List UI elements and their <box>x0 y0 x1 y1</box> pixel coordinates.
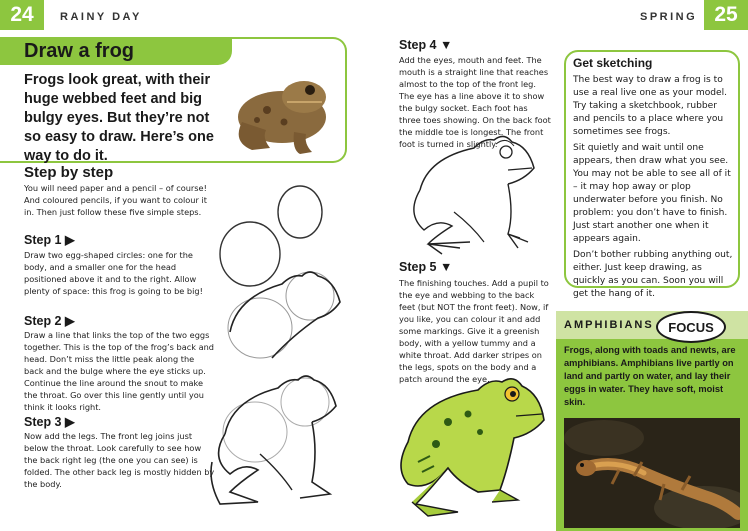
focus-title: AMPHIBIANS <box>564 319 654 331</box>
step-3-sketch <box>200 362 350 517</box>
step-2-sketch <box>222 262 347 367</box>
step-1-text: Draw two egg-shaped circles: one for the body, and a smaller one for the head positioned above it and to the right. Allow plenty of space: this frog is going to be big! <box>24 250 203 296</box>
newt-photo <box>564 418 740 528</box>
step-3-heading: Step 3 ▶ <box>24 415 75 429</box>
focus-text: Frogs, along with toads and newts, are amphibians. Amphibians live partly on land and partly on water, and lay their eggs in water. They have soft, moist skin. <box>564 345 736 407</box>
colored-frog-illustration <box>388 372 548 522</box>
step-4-heading: Step 4 ▼ <box>399 38 453 52</box>
step-2-heading: Step 2 ▶ <box>24 314 75 328</box>
sketching-paragraph: The best way to draw a frog is to use a real live one as your model. Try taking a sketchbook, rubber and pencils to a place where you sometimes see frogs. <box>573 75 728 137</box>
sketching-paragraph: Don’t bother rubbing anything out, either. Just keep drawing, as quickly as you can. Soon you will get the hang of it. <box>573 250 733 299</box>
step-by-step-text: You will need paper and a pencil – of course! And coloured pencils, if you want to colour it in. Then just follow these five simple steps. <box>24 183 207 217</box>
step-4-sketch <box>400 130 550 255</box>
right-page-number: 25 <box>704 0 748 30</box>
focus-badge: FOCUS <box>656 311 726 343</box>
get-sketching-heading: Get sketching <box>573 56 653 70</box>
sketching-paragraph: Sit quietly and wait until one appears, then draw what you see. You may not be able to see all of it – it may hop away or plop underwater before you finish. No problem: you don’t have to finish. Just start another one when it appears again. <box>573 143 731 244</box>
right-running-head: SPRING <box>640 11 698 23</box>
left-page-number: 24 <box>0 0 44 30</box>
step-4-text: Add the eyes, mouth and feet. The mouth is a straight line that reaches almost to the top of the front leg. The eye has a line above it to show the bulgy socket. Each foot has three toes showing. On the back foot the middle toe is longest. The front foot is turned in slightly. <box>399 55 551 149</box>
step-1-heading: Step 1 ▶ <box>24 233 75 247</box>
step-5-text: The finishing touches. Add a pupil to the eye and webbing to the back feet (but NOT the front feet). Now, if you like, you can colour it and add some markings. Give it a greenish body, with a yellow tummy and a white throat. Add darker stripes on the legs, spots on the body and a patch around the eye. <box>399 278 549 384</box>
page-title: Draw a frog <box>24 40 135 62</box>
step-3-text: Now add the legs. The front leg joins just below the throat. Look carefully to see how the back right leg (the one you can see) is folded. The other back leg is mostly hidden by the body. <box>24 431 215 489</box>
step-2-text: Draw a line that links the top of the two eggs together. This is the top of the frog’s back and head. Don’t miss the little peak along the back and the bulge where the eye sticks up. Continue the line around the snout to make the throat. Go over this line gently until you think it looks right. <box>24 330 214 412</box>
get-sketching-body <box>573 74 735 301</box>
step-by-step-heading: Step by step <box>24 164 114 181</box>
brown-frog-photo <box>222 62 340 158</box>
step-5-heading: Step 5 ▼ <box>399 260 453 274</box>
intro-text: Frogs look great, with their huge webbed feet and big bulgy eyes. But they’re not so easy to draw. Here’s one way to do it. <box>24 72 214 164</box>
page-title-bar <box>0 37 232 65</box>
left-running-head: RAINY DAY <box>60 11 142 23</box>
